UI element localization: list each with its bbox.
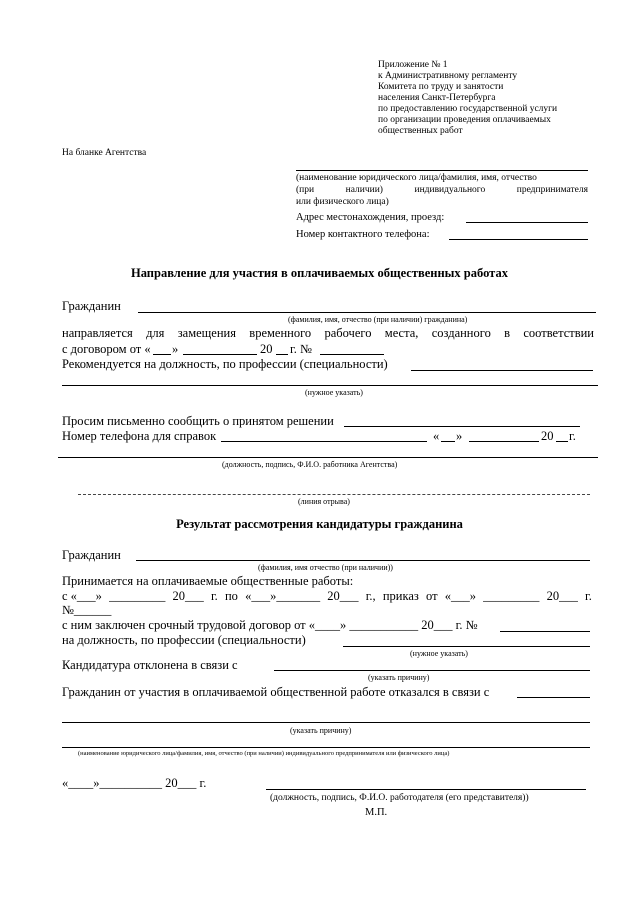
result-citizen-label: Гражданин: [62, 548, 121, 562]
period-token: г.: [210, 589, 218, 603]
position-field[interactable]: [343, 646, 590, 647]
ref-year-prefix: 20: [541, 429, 554, 443]
employer-name-line[interactable]: [296, 170, 588, 171]
caption-word: предпринимателя: [516, 185, 588, 195]
refused-reason-caption: (указать причину): [290, 726, 352, 735]
ref-phone-field[interactable]: [221, 441, 427, 442]
contract-label: с ним заключен срочный трудовой договор от «____» ___________ 20___ г. №: [62, 618, 478, 632]
result-citizen-field[interactable]: [136, 560, 590, 561]
appendix-line: по предоставлению государственной услуги: [378, 104, 558, 114]
sent-word: замещения: [177, 326, 236, 340]
order-number[interactable]: №______: [62, 603, 112, 617]
referral-citizen-label: Гражданин: [62, 299, 121, 313]
contract-year-field[interactable]: [276, 354, 288, 355]
result-specify-caption: (нужное указать): [410, 649, 468, 658]
ref-day-field[interactable]: [441, 441, 455, 442]
sent-word: направляется: [62, 326, 133, 340]
employer-signature-line[interactable]: [266, 789, 586, 790]
caption-word: наличии): [345, 185, 383, 195]
contract-year-prefix: 20: [260, 342, 273, 356]
refused-field[interactable]: [517, 697, 590, 698]
referral-sent-row: [62, 326, 594, 341]
agency-signature-caption: (должность, подпись, Ф.И.О. работника Агентства): [222, 460, 398, 469]
sent-word: в: [504, 326, 511, 340]
sent-word: для: [146, 326, 165, 340]
employer-caption-3: или физического лица): [296, 197, 389, 207]
result-citizen-caption: (фамилия, имя отчество (при наличии)): [258, 563, 393, 572]
contract-g-no: г. №: [290, 342, 312, 356]
appendix-block: [378, 60, 557, 137]
recommended-label: Рекомендуется на должность, по профессии (специальности): [62, 357, 388, 371]
employer-signature-caption: (должность, подпись, Ф.И.О. работодателя (его представителя)): [270, 793, 529, 803]
ref-date-close: »: [456, 429, 463, 443]
referral-specify-caption: (нужное указать): [305, 388, 363, 397]
letterhead-note: На бланке Агентства: [62, 148, 147, 158]
cut-line: [78, 494, 590, 495]
ask-field[interactable]: [344, 426, 580, 427]
period-token: от: [426, 589, 438, 603]
rejected-label: Кандидатура отклонена в связи с: [62, 658, 238, 672]
period-token[interactable]: _________: [109, 589, 166, 603]
stamp-placeholder: М.П.: [365, 807, 388, 818]
period-token: по: [224, 589, 238, 603]
period-token[interactable]: «___»: [444, 589, 476, 603]
period-token[interactable]: с «___»: [62, 589, 102, 603]
appendix-line: к Административному регламенту: [378, 71, 518, 81]
agency-signature-line[interactable]: [58, 457, 598, 458]
referral-citizen-field[interactable]: [138, 312, 596, 313]
appendix-line: Приложение № 1: [378, 60, 448, 70]
referral-title: Направление для участия в оплачиваемых общественных работах: [131, 266, 508, 280]
employer-caption-2: [296, 185, 588, 196]
contract-quote: »: [172, 342, 179, 356]
phone-label: Номер контактного телефона:: [296, 229, 430, 240]
ref-date-open: «: [433, 429, 440, 443]
period-token[interactable]: 20___: [327, 589, 359, 603]
appendix-line: населения Санкт-Петербурга: [378, 93, 496, 103]
refused-field-2[interactable]: [62, 722, 590, 723]
contract-day-field[interactable]: [153, 354, 171, 355]
cut-caption: (линия отрыва): [298, 497, 350, 506]
ref-year-suffix: г.: [569, 429, 576, 443]
result-date[interactable]: «____»__________ 20___ г.: [62, 776, 207, 790]
contract-number-field[interactable]: [320, 354, 384, 355]
address-label: Адрес местонахождения, проезд:: [296, 212, 445, 223]
sent-word: соответствии: [523, 326, 594, 340]
appendix-line: Комитета по труду и занятости: [378, 82, 504, 92]
period-token: г.,: [365, 589, 376, 603]
period-token: г.: [585, 589, 592, 603]
employer-signature-name-line[interactable]: [62, 747, 590, 748]
period-row: [62, 589, 592, 604]
rejected-field[interactable]: [274, 670, 590, 671]
appendix-line: общественных работ: [378, 126, 463, 136]
period-token[interactable]: _________: [483, 589, 540, 603]
appendix-line: по организации проведения оплачиваемых: [378, 115, 551, 125]
result-title: Результат рассмотрения кандидатуры гражданина: [176, 517, 463, 531]
rejected-reason-caption: (указать причину): [368, 673, 430, 682]
contract-no-field[interactable]: [500, 631, 590, 632]
employer-caption-1: (наименование юридического лица/фамилия, имя, отчество: [296, 173, 537, 183]
caption-word: индивидуального: [414, 185, 486, 195]
caption-word: (при: [296, 185, 315, 195]
recommended-field-2[interactable]: [62, 385, 598, 386]
sent-word: созданного: [431, 326, 491, 340]
accepted-label: Принимается на оплачиваемые общественные работы:: [62, 574, 354, 588]
contract-month-field[interactable]: [183, 354, 257, 355]
period-token: приказ: [382, 589, 419, 603]
period-token[interactable]: «___»_______: [245, 589, 321, 603]
ref-phone-label: Номер телефона для справок: [62, 429, 217, 443]
ask-label: Просим письменно сообщить о принятом решении: [62, 414, 334, 428]
employer-name-caption: (наименование юридического лица/фамилия, имя, отчество (при наличии) индивидуального предпринимателя или физического лица): [78, 750, 450, 757]
refused-label: Гражданин от участия в оплачиваемой общественной работе отказался в связи с: [62, 685, 490, 699]
position-label: на должность, по профессии (специальности): [62, 633, 306, 647]
referral-contract-prefix: с договором от «: [62, 342, 151, 356]
phone-field[interactable]: [449, 239, 588, 240]
address-field[interactable]: [466, 222, 588, 223]
period-token[interactable]: 20___: [546, 589, 578, 603]
period-token[interactable]: 20___: [172, 589, 204, 603]
sent-word: временного: [249, 326, 312, 340]
sent-word: рабочего: [324, 326, 372, 340]
ref-year-field[interactable]: [556, 441, 568, 442]
ref-month-field[interactable]: [469, 441, 539, 442]
sent-word: места,: [384, 326, 419, 340]
recommended-field[interactable]: [411, 370, 593, 371]
referral-citizen-caption: (фамилия, имя, отчество (при наличии) гражданина): [288, 315, 468, 324]
